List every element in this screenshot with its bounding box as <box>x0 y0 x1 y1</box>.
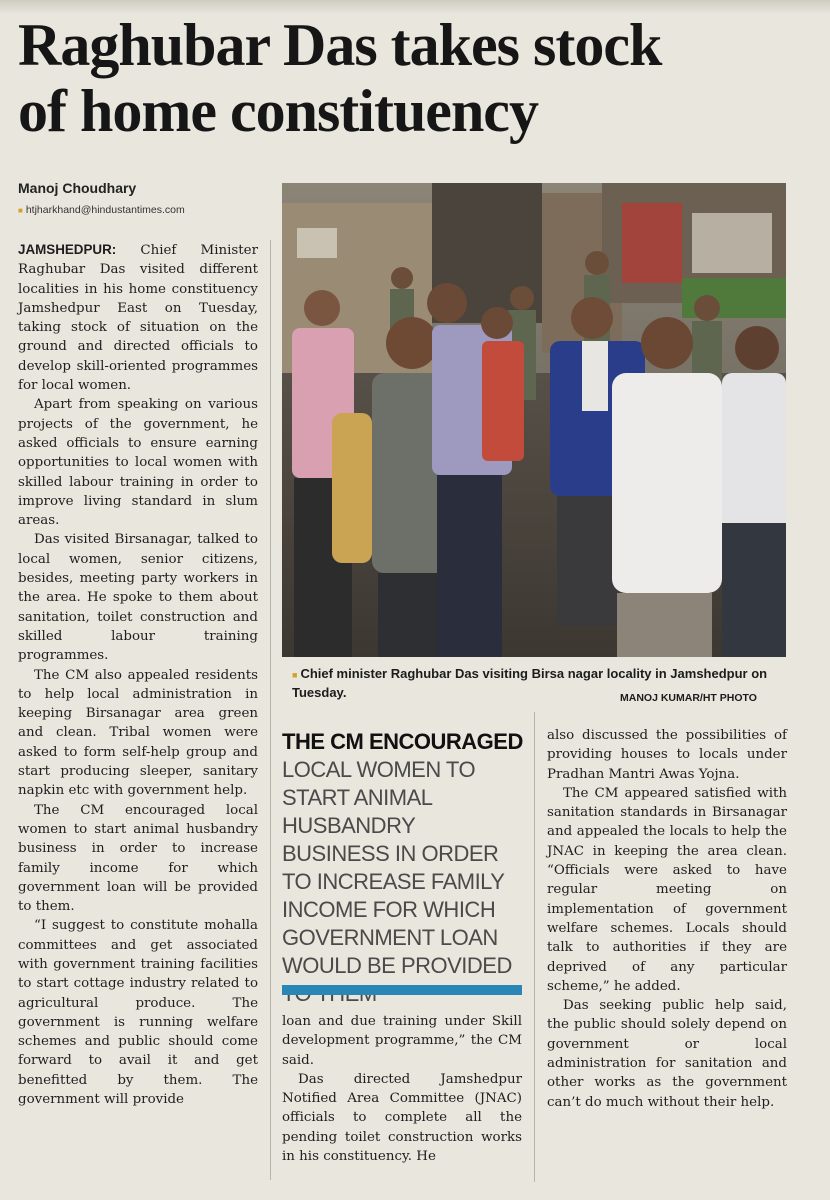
paragraph: “I suggest to constitute mohalla committees and get associated with government training facilities to start cottage industry related to agricultural produce. The government is running welfare schemes and public should come forward to avail it and get benefitted by them. The government will provide <box>18 918 258 1108</box>
paragraph: The CM also appealed residents to help local administration in keeping Birsanagar area green and clean. Tribal women were asked to form self-help group and start producing sleeper, sanitary napkin etc with government help. <box>18 667 258 799</box>
pull-quote <box>282 728 527 1008</box>
article-headline <box>18 12 818 144</box>
paragraph: The CM encouraged local women to start animal husbandry business in order to increase family income for which government loan will be provided to them. <box>18 802 258 915</box>
pull-quote-body: LOCAL WOMEN TO START ANIMAL HUSBANDRY BUSINESS IN ORDER TO INCREASE FAMILY INCOME FOR WHICH GOVERNMENT LOAN WOULD BE PROVIDED <box>282 757 512 978</box>
paragraph: also discussed the possibilities of providing houses to locals under Pradhan Mantri Awas Yojna. <box>547 728 787 782</box>
caption-text: Chief minister Raghubar Das visiting Birsa nagar locality in Jamshedpur on Tuesday. <box>292 666 768 700</box>
paragraph: Das visited Birsanagar, talked to local women, senior citizens, besides, meeting party workers in the area. He spoke to them about sanitation, toilet construction and skilled labour training programmes. <box>18 532 258 664</box>
byline: Manoj Choudhary <box>18 180 137 196</box>
paragraph: Apart from speaking on various projects of the government, he asked officials to ensure earning opportunities to local women with skilled labour training in order to improve living standard in slum areas. <box>18 397 258 529</box>
paragraph: Das seeking public help said, the public should solely depend on government or local administration for sanitation and other works as the government can’t do much without their help. <box>547 998 787 1110</box>
bullet-icon: ■ <box>18 206 23 215</box>
paragraph <box>18 240 258 395</box>
paragraph: loan and due training under Skill development programme,” the CM said. <box>282 1014 522 1068</box>
pull-quote-accent-bar <box>282 985 522 995</box>
photo-credit: MANOJ KUMAR/HT PHOTO <box>620 692 757 704</box>
column-divider <box>270 240 271 1180</box>
pull-quote-lead: THE CM ENCOURAGED <box>282 729 523 754</box>
paragraph-text: Chief Minister Raghubar Das visited different localities in his home constituency Jamshedpur East on Tuesday, taking stock of situation on the ground and directed officials to develop skill-oriented programmes for local women. <box>18 243 258 394</box>
bullet-icon: ■ <box>292 670 298 680</box>
article-column-2 <box>282 1012 522 1166</box>
headline-line-1: Raghubar Das takes stock <box>18 12 662 78</box>
paragraph: Das directed Jamshedpur Notified Area Committee (JNAC) officials to complete all the pending toilet construction works in his constituency. He <box>282 1071 522 1165</box>
news-photo <box>282 183 786 657</box>
article-column-3 <box>547 726 787 1112</box>
author-email <box>18 204 185 216</box>
column-divider <box>534 712 535 1182</box>
dateline: JAMSHEDPUR: <box>18 242 117 257</box>
email-text: htjharkhand@hindustantimes.com <box>25 204 185 216</box>
headline-line-2: of home constituency <box>18 78 538 144</box>
article-column-1 <box>18 240 258 1109</box>
photo-illustration <box>282 183 786 657</box>
paragraph: The CM appeared satisfied with sanitation standards in Birsanagar and appealed the locals to help the JNAC in keeping the area clean. “Officials were asked to have regular meeting on implementation of government welfare schemes. Locals should talk to authorities if they are deprived of any particular scheme,” he added. <box>547 785 787 994</box>
